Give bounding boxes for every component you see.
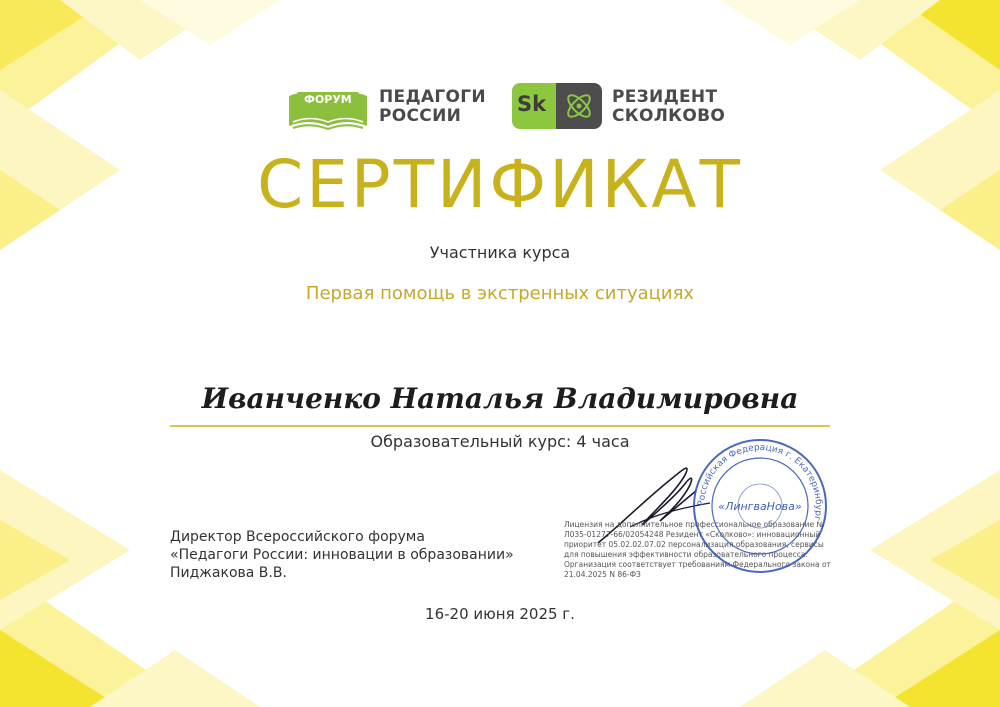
skolkovo-logo <box>512 83 732 131</box>
sk-mark: Sk <box>517 92 547 116</box>
stamp-ring-text: Российская Федерация г. Екатеринбург <box>696 442 824 522</box>
participant-name: Иванченко Наталья Владимировна <box>201 382 799 415</box>
sk-logo-line2: СКОЛКОВО <box>612 106 726 126</box>
stamp <box>690 432 830 580</box>
course-name: Первая помощь в экстренных ситуациях <box>305 283 695 304</box>
certificate-subtitle: Участника курса <box>429 243 571 262</box>
sk-atom-box <box>556 83 602 129</box>
atom-icon <box>556 83 602 129</box>
name-underline <box>170 425 830 427</box>
course-duration: Образовательный курс: 4 часа <box>370 432 630 451</box>
course-date: 16-20 июня 2025 г. <box>425 605 575 623</box>
signatory-name: Пиджакова В.В. <box>170 565 287 581</box>
signatory-organization: «Педагоги России: инновации в образовании» <box>170 547 514 563</box>
certificate-title: СЕРТИФИКАТ <box>257 146 743 223</box>
forum-logo <box>283 82 486 134</box>
book-icon <box>283 82 373 132</box>
stamp-center-text: «ЛингваНова» <box>718 500 802 513</box>
forum-logo-line2: РОССИИ <box>379 106 462 126</box>
license-text: Лицензия на дополнительное профессиональное образование № Л035-01277-66/02054248 Резидент «Сколково»: инновационный приоритет 05.02.02.07.02 персонализация образования, сервисы для повышения эффективности образовательного процесса. Организация соответствует требованиям Федерального закона от 21.04.2025 N 86-ФЗ <box>564 520 831 579</box>
forum-logo-line1: ПЕДАГОГИ <box>379 87 486 107</box>
signatory-title: Директор Всероссийского форума <box>170 529 425 545</box>
sk-mark-box <box>512 83 556 129</box>
signatory-block <box>170 528 514 582</box>
sk-logo-line1: РЕЗИДЕНТ <box>612 87 718 107</box>
forum-badge: ФОРУМ <box>304 93 352 106</box>
